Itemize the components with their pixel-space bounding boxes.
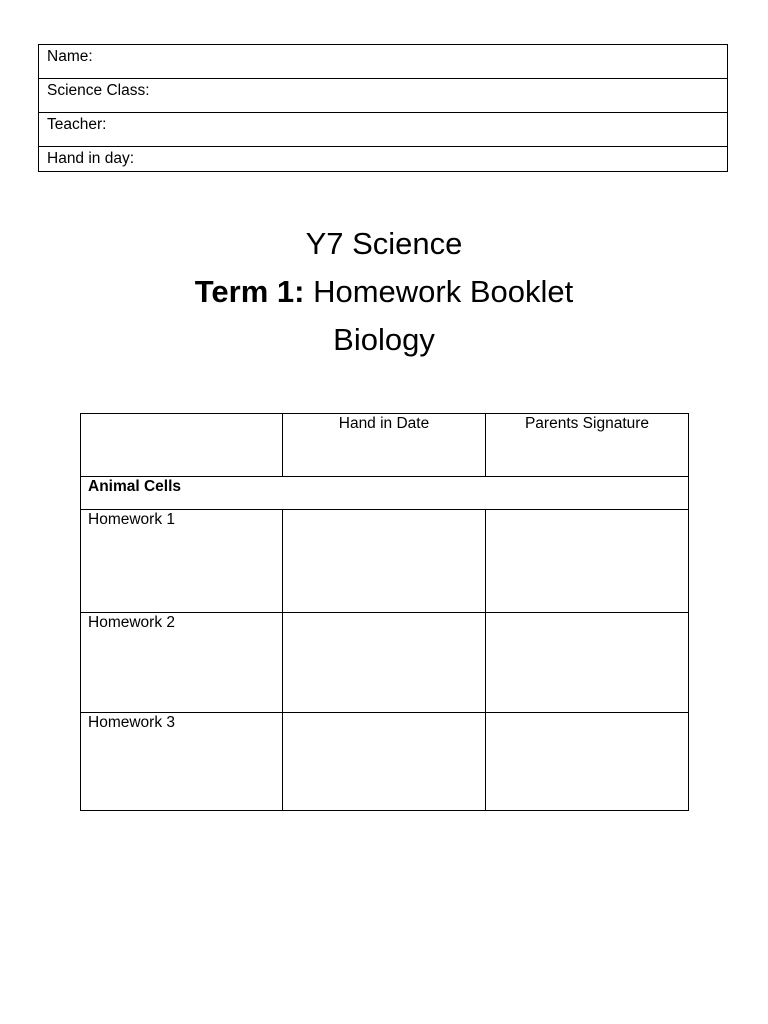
table-row <box>81 713 689 811</box>
homework-table <box>80 413 689 811</box>
header-cell-blank <box>81 414 283 477</box>
term-label: Term 1: <box>194 274 305 309</box>
table-row <box>81 510 689 613</box>
term-title <box>0 268 768 316</box>
table-row <box>81 613 689 713</box>
booklet-label: Homework Booklet <box>304 274 574 309</box>
subject-title: Y7 Science <box>305 226 463 261</box>
teacher-field[interactable] <box>39 113 727 147</box>
header-hand-in-date: Hand in Date <box>283 414 486 477</box>
homework-3-date-cell[interactable] <box>283 713 486 811</box>
section-row <box>81 477 689 510</box>
name-field[interactable] <box>39 45 727 79</box>
homework-2-label: Homework 2 <box>81 613 283 713</box>
header-parents-signature: Parents Signature <box>486 414 689 477</box>
name-label: Name: <box>47 48 93 65</box>
booklet-title-block <box>0 220 768 364</box>
homework-2-date-cell[interactable] <box>283 613 486 713</box>
homework-3-label: Homework 3 <box>81 713 283 811</box>
science-class-label: Science Class: <box>47 82 150 99</box>
hand-in-day-label: Hand in day: <box>47 150 135 167</box>
homework-1-date-cell[interactable] <box>283 510 486 613</box>
hand-in-day-field[interactable] <box>39 147 727 171</box>
homework-3-signature-cell[interactable] <box>486 713 689 811</box>
homework-1-label: Homework 1 <box>81 510 283 613</box>
topic-title: Biology <box>333 322 435 357</box>
table-header-row <box>81 414 689 477</box>
homework-2-signature-cell[interactable] <box>486 613 689 713</box>
science-class-field[interactable] <box>39 79 727 113</box>
homework-1-signature-cell[interactable] <box>486 510 689 613</box>
section-title-animal-cells: Animal Cells <box>81 477 689 510</box>
student-info-box <box>38 44 728 172</box>
teacher-label: Teacher: <box>47 116 107 133</box>
